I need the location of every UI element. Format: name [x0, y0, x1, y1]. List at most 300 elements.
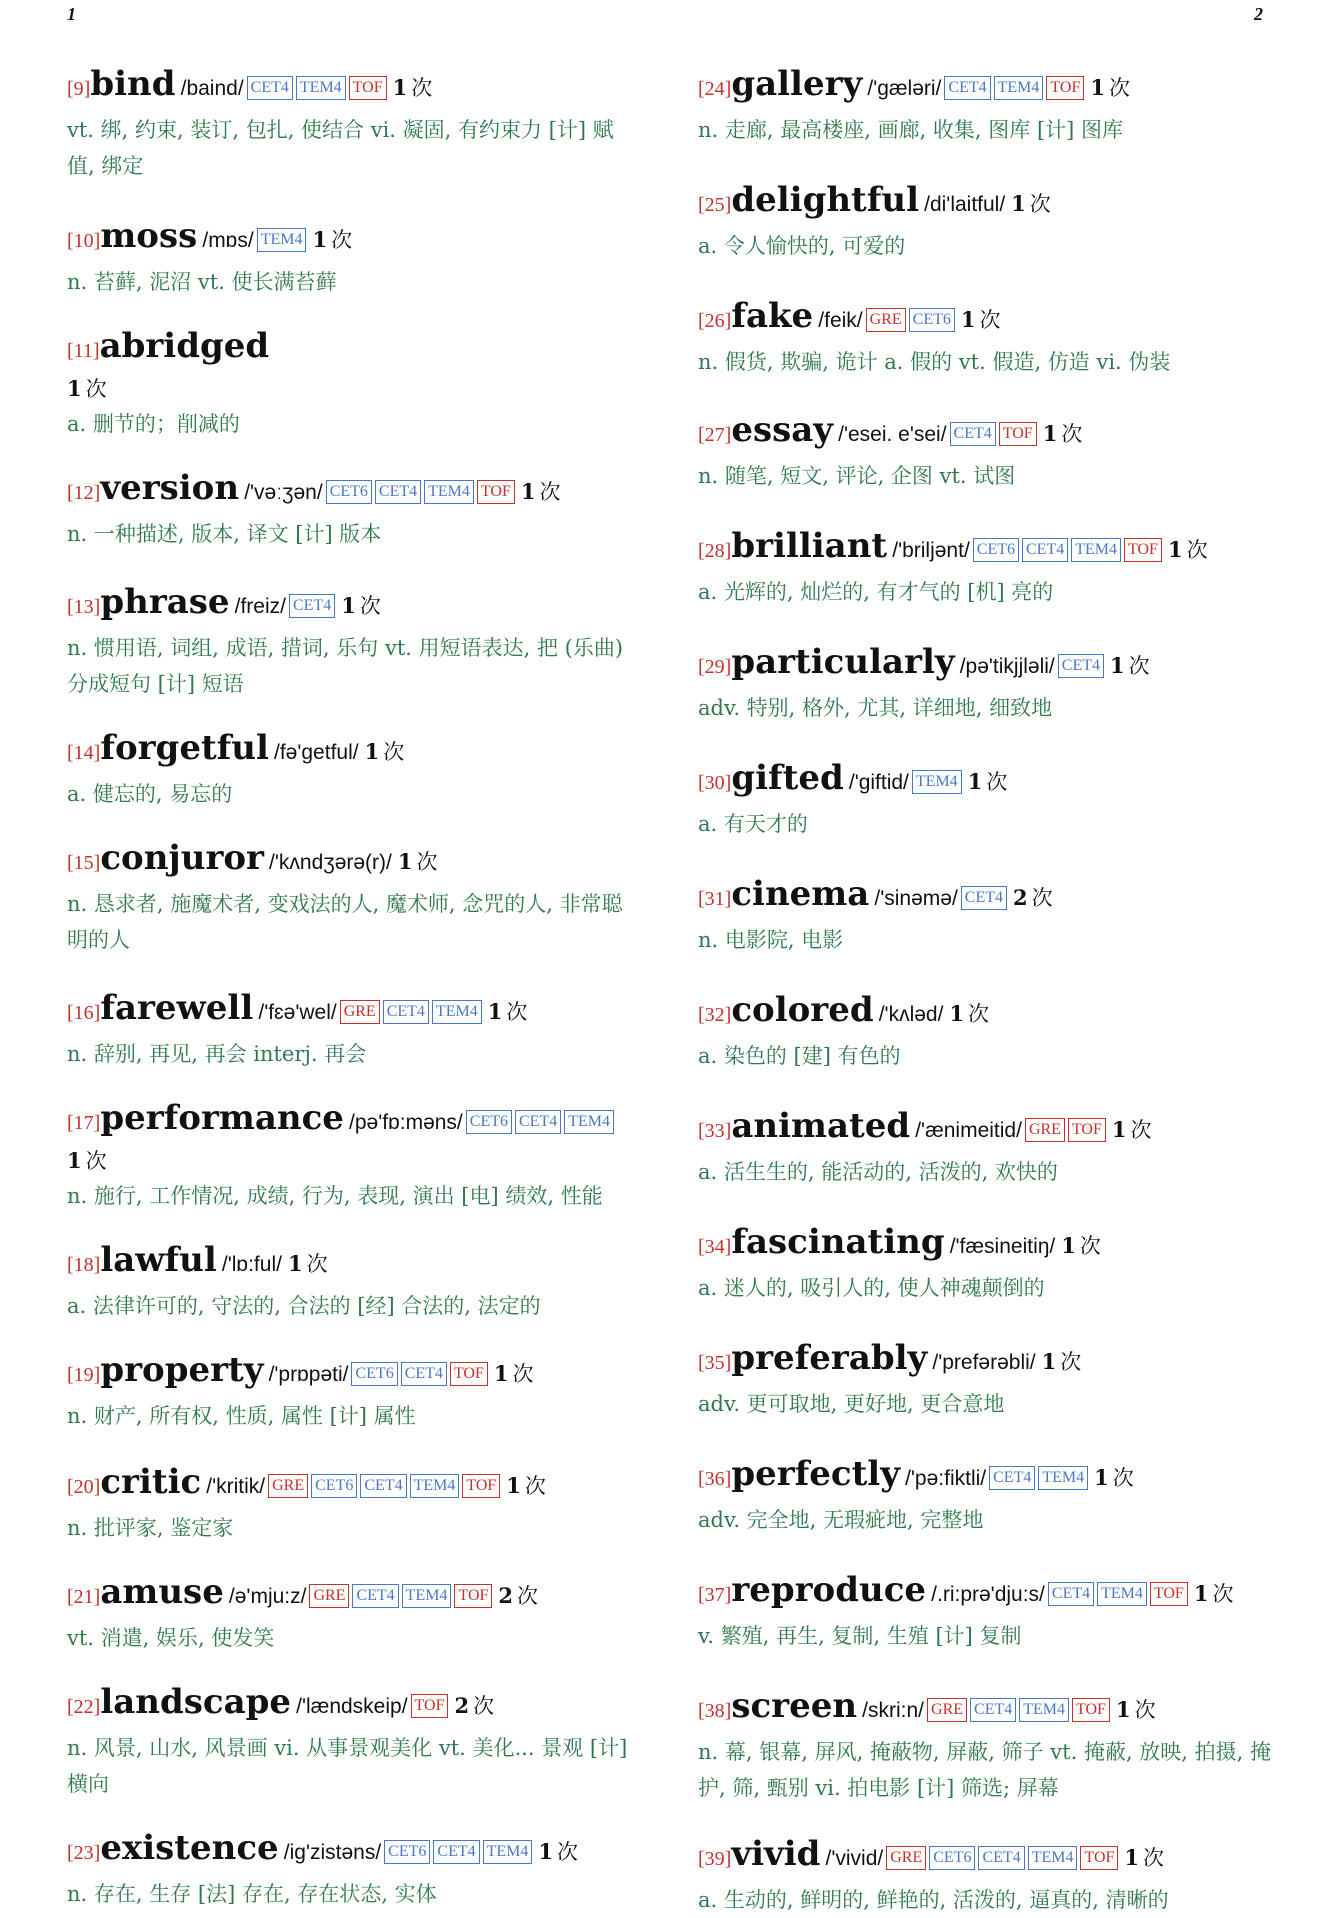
entry-word: amuse [100, 1572, 224, 1612]
exam-tag: TOF [454, 1584, 492, 1608]
entry-headline [67, 580, 639, 630]
entry-definition: a. 生动的, 鲜明的, 鲜艳的, 活泼的, 逼真的, 清晰的 [698, 1888, 1169, 1912]
occurrence-count: 1 [1041, 1349, 1057, 1374]
exam-tag: TEM4 [912, 770, 962, 794]
occurrence-unit: 次 [1031, 886, 1053, 910]
vocab-entry [698, 524, 1273, 610]
entry-index: [33] [698, 1120, 732, 1142]
occurrence-unit: 次 [1212, 1582, 1234, 1606]
exam-tag: CET4 [970, 1698, 1016, 1722]
occurrence-unit: 次 [506, 1000, 528, 1024]
entry-index: [34] [698, 1236, 732, 1258]
entry-word: brilliant [731, 526, 888, 566]
occurrence-count: 1 [1090, 75, 1105, 100]
occurrence-unit: 次 [512, 1362, 534, 1386]
entry-index: [36] [698, 1468, 732, 1490]
entry-index: [13] [67, 596, 101, 618]
entry-definition: a. 迷人的, 吸引人的, 使人神魂颠倒的 [698, 1276, 1045, 1300]
entry-headline [698, 294, 1273, 344]
entry-headline [67, 1680, 639, 1730]
entry-index: [26] [698, 310, 732, 332]
vocab-entry [67, 324, 639, 442]
occurrence-count: 1 [967, 769, 983, 794]
occurrence-count: 1 [397, 849, 413, 874]
entry-definition: adv. 更可取地, 更好地, 更合意地 [698, 1392, 1005, 1416]
occurrence-count: 1 [1115, 1697, 1131, 1722]
occurrence-count: 1 [312, 227, 328, 252]
exam-tag: TEM4 [424, 480, 474, 504]
exam-tag: CET4 [401, 1362, 447, 1386]
exam-tag: CET6 [466, 1110, 512, 1134]
entry-headline [67, 324, 639, 374]
occurrence-unit: 次 [1060, 1350, 1082, 1374]
occurrence-unit: 次 [1108, 76, 1130, 100]
occurrence-count: 2 [454, 1693, 470, 1718]
entry-headline [67, 1096, 639, 1146]
exam-tag: TOF [999, 422, 1037, 446]
entry-headline [698, 1104, 1273, 1154]
entry-phonetic: /freiz/ [234, 595, 286, 618]
entry-definition: n. 惯用语, 词组, 成语, 措词, 乐句 vt. 用短语表达, 把 (乐曲) 分成短句 [计] 短语 [67, 636, 624, 696]
entry-headline [67, 1570, 639, 1620]
entry-word: fake [731, 296, 814, 336]
vocab-entry [67, 726, 639, 812]
entry-definition: n. 风景, 山水, 风景画 vi. 从事景观美化 vt. 美化... 景观 [计] 横向 [67, 1736, 628, 1796]
entry-definition: a. 染色的 [建] 有色的 [698, 1044, 901, 1068]
entry-word: phrase [100, 582, 230, 622]
vocab-entry [698, 1336, 1273, 1422]
exam-tag: TOF [1124, 538, 1162, 562]
occurrence-unit: 次 [524, 1474, 546, 1498]
entry-headline [698, 988, 1273, 1038]
exam-tag: TOF [349, 76, 387, 100]
entry-word: critic [100, 1462, 202, 1502]
vocab-entry [67, 1570, 639, 1656]
entry-index: [17] [67, 1112, 101, 1134]
exam-tag: GRE [886, 1846, 926, 1870]
entry-definition: adv. 完全地, 无瑕疵地, 完整地 [698, 1508, 984, 1532]
occurrence-unit: 次 [539, 480, 561, 504]
entry-phonetic: /.ri:prə'dju:s/ [931, 1583, 1045, 1606]
entry-phonetic: /di'laitful/ [924, 193, 1006, 216]
exam-tag: TEM4 [257, 228, 307, 252]
exam-tag: TEM4 [1028, 1846, 1078, 1870]
entry-word: conjuror [100, 838, 264, 878]
entry-phonetic: /'lændskeip/ [296, 1695, 408, 1718]
entry-index: [19] [67, 1364, 101, 1386]
entry-index: [14] [67, 742, 101, 764]
entry-definition: n. 一种描述, 版本, 译文 [计] 版本 [67, 522, 382, 546]
occurrence-unit: 次 [85, 377, 107, 401]
occurrence-unit: 次 [85, 1149, 107, 1173]
entry-headline [698, 1568, 1273, 1618]
entry-definition: n. 财产, 所有权, 性质, 属性 [计] 属性 [67, 1404, 416, 1428]
vocab-entry [698, 872, 1273, 958]
entry-definition: n. 批评家, 鉴定家 [67, 1516, 234, 1540]
entry-definition: v. 繁殖, 再生, 复制, 生殖 [计] 复制 [698, 1624, 1022, 1648]
right-column [698, 62, 1273, 1918]
exam-tag: GRE [866, 308, 906, 332]
exam-tag: CET6 [929, 1846, 975, 1870]
entry-definition: n. 走廊, 最高楼座, 画廊, 收集, 图库 [计] 图库 [698, 118, 1124, 142]
occurrence-unit: 次 [1130, 1118, 1152, 1142]
occurrence-unit: 次 [416, 850, 438, 874]
entry-word: landscape [100, 1682, 292, 1722]
entry-phonetic: /pə'tikjjləli/ [959, 655, 1055, 678]
entry-word: animated [731, 1106, 911, 1146]
entry-definition: a. 活生生的, 能活动的, 活泼的, 欢快的 [698, 1160, 1058, 1184]
entry-headline [67, 836, 639, 886]
entry-word: performance [100, 1098, 344, 1138]
exam-tag: TOF [1150, 1582, 1188, 1606]
exam-tag: CET4 [1058, 654, 1104, 678]
entry-index: [10] [67, 230, 101, 252]
exam-tag: GRE [268, 1474, 308, 1498]
occurrence-unit: 次 [1112, 1466, 1134, 1490]
exam-tag: TEM4 [432, 1000, 482, 1024]
vocab-entry [698, 1568, 1273, 1654]
entry-phonetic: /pə'fɒ:məns/ [349, 1111, 463, 1134]
entry-definition: n. 存在, 生存 [法] 存在, 存在状态, 实体 [67, 1882, 437, 1906]
entry-phonetic: /'sinəmə/ [874, 887, 958, 910]
exam-tag: CET6 [909, 308, 955, 332]
entry-phonetic: /'pə:fiktli/ [905, 1467, 987, 1490]
exam-tag: CET4 [950, 422, 996, 446]
occurrence-count: 2 [498, 1583, 514, 1608]
occurrence-unit: 次 [473, 1694, 495, 1718]
occurrence-count: 1 [1011, 191, 1026, 216]
entry-headline [698, 178, 1273, 228]
entry-headline [67, 1348, 639, 1398]
occurrence-count: 1 [1042, 421, 1058, 446]
exam-tag: TOF [477, 480, 515, 504]
entry-word: reproduce [731, 1570, 927, 1610]
occurrence-unit: 次 [979, 308, 1001, 332]
exam-tag: TEM4 [402, 1584, 452, 1608]
vocab-entry [67, 62, 639, 184]
entry-index: [12] [67, 482, 101, 504]
entry-headline [698, 1220, 1273, 1270]
vocab-entry [698, 408, 1273, 494]
entry-index: [22] [67, 1696, 101, 1718]
occurrence-count: 1 [960, 307, 976, 332]
exam-tag: CET4 [352, 1584, 398, 1608]
entry-phonetic: /skri:n/ [862, 1699, 925, 1722]
exam-tag: CET4 [944, 76, 990, 100]
occurrence-unit: 次 [383, 740, 405, 764]
entry-index: [28] [698, 540, 732, 562]
occurrence-count: 1 [538, 1839, 554, 1864]
vocab-entry [67, 1348, 639, 1434]
entry-phonetic: /mɒs/ [202, 229, 254, 252]
exam-tag: TOF [411, 1694, 449, 1718]
entry-definition: a. 令人愉快的, 可爱的 [698, 234, 906, 258]
occurrence-unit: 次 [986, 770, 1008, 794]
vocab-entry [67, 1826, 639, 1912]
entry-word: preferably [731, 1338, 928, 1378]
entry-index: [38] [698, 1700, 732, 1722]
exam-tag: TEM4 [564, 1110, 614, 1134]
exam-tag: TOF [450, 1362, 488, 1386]
entry-index: [31] [698, 888, 732, 910]
occurrence-unit: 次 [411, 76, 433, 100]
exam-tag: TOF [1072, 1698, 1110, 1722]
exam-tag: GRE [1025, 1118, 1065, 1142]
entry-phonetic: /'briljənt/ [892, 539, 970, 562]
entry-definition: vt. 绑, 约束, 装订, 包扎, 使结合 vi. 凝固, 有约束力 [计] 赋值, 绑定 [67, 118, 614, 178]
exam-tag: TOF [1046, 76, 1084, 100]
occurrence-count: 1 [1167, 537, 1183, 562]
entry-word: particularly [731, 642, 955, 682]
entry-phonetic: /'giftid/ [848, 771, 909, 794]
entry-index: [37] [698, 1584, 732, 1606]
entry-word: moss [100, 216, 198, 256]
entry-headline [698, 1684, 1273, 1734]
entry-definition: a. 法律许可的, 守法的, 合法的 [经] 合法的, 法定的 [67, 1294, 541, 1318]
entry-phonetic: /'lɒ:ful/ [221, 1253, 282, 1276]
exam-tag: TOF [1068, 1118, 1106, 1142]
entry-phonetic: /'kritik/ [206, 1475, 266, 1498]
entry-index: [23] [67, 1842, 101, 1864]
exam-tag: GRE [340, 1000, 380, 1024]
exam-tag: CET4 [1048, 1582, 1094, 1606]
exam-tag: TEM4 [1019, 1698, 1069, 1722]
entry-word: screen [731, 1686, 858, 1726]
occurrence-count: 1 [1193, 1581, 1209, 1606]
entry-index: [24] [698, 78, 732, 100]
exam-tag: CET6 [384, 1840, 430, 1864]
occurrence-count: 1 [506, 1473, 521, 1498]
occurrence-count: 1 [1094, 1465, 1109, 1490]
occurrence-count: 1 [1111, 1117, 1127, 1142]
vocab-entry [698, 1220, 1273, 1306]
vocab-entry [67, 1460, 639, 1546]
entry-headline [698, 872, 1273, 922]
exam-tag: CET4 [515, 1110, 561, 1134]
entry-definition: n. 辞别, 再见, 再会 interj. 再会 [67, 1042, 367, 1066]
entry-phonetic: /'prefərəbli/ [932, 1351, 1036, 1374]
entry-index: [27] [698, 424, 732, 446]
exam-tag: TEM4 [296, 76, 346, 100]
occurrence-unit: 次 [1079, 1234, 1101, 1258]
entry-headline [698, 1336, 1273, 1386]
entry-index: [11] [67, 340, 100, 362]
entry-definition: n. 恳求者, 施魔术者, 变戏法的人, 魔术师, 念咒的人, 非常聪明的人 [67, 892, 623, 952]
exam-tag: TOF [462, 1474, 500, 1498]
exam-tag: CET4 [375, 480, 421, 504]
vocab-entry [698, 1104, 1273, 1190]
entry-phonetic: /'kʌləd/ [878, 1003, 944, 1026]
entry-definition: a. 有天才的 [698, 812, 808, 836]
occurrence-count: 2 [1013, 885, 1028, 910]
entry-index: [15] [67, 852, 101, 874]
occurrence-count: 1 [392, 75, 408, 100]
occurrence-unit: 次 [1061, 422, 1083, 446]
entry-phonetic: /'kʌndʒərə(r)/ [269, 851, 392, 874]
entry-definition: n. 施行, 工作情况, 成绩, 行为, 表现, 演出 [电] 绩效, 性能 [67, 1184, 603, 1208]
vocab-entry [67, 1238, 639, 1324]
exam-tag: CET4 [433, 1840, 479, 1864]
entry-word: existence [100, 1828, 279, 1868]
occurrence-unit: 次 [1029, 192, 1051, 216]
exam-tag: CET4 [961, 886, 1007, 910]
entry-index: [16] [67, 1002, 101, 1024]
occurrence-unit: 次 [1186, 538, 1208, 562]
occurrence-count: 1 [287, 1251, 303, 1276]
vocab-entry [698, 1452, 1273, 1538]
occurrence-count: 1 [1109, 653, 1125, 678]
entry-headline [698, 756, 1273, 806]
exam-tag: CET6 [351, 1362, 397, 1386]
entry-phonetic: /fə'getful/ [274, 741, 359, 764]
occurrence-count: 1 [1124, 1845, 1140, 1870]
entry-index: [20] [67, 1476, 101, 1498]
exam-tag: TEM4 [1038, 1466, 1088, 1490]
occurrence-count: 1 [1061, 1233, 1076, 1258]
exam-tag: TEM4 [994, 76, 1044, 100]
entry-definition: n. 电影院, 电影 [698, 928, 844, 952]
occurrence-unit: 次 [557, 1840, 579, 1864]
occurrence-unit: 次 [1134, 1698, 1156, 1722]
vocab-entry [698, 294, 1273, 380]
exam-tag: CET6 [326, 480, 372, 504]
vocab-entry [67, 986, 639, 1072]
occurrence-count: 1 [493, 1361, 509, 1386]
entry-index: [25] [698, 194, 732, 216]
entry-word: gallery [731, 64, 863, 104]
entry-word: gifted [731, 758, 844, 798]
entry-word: perfectly [731, 1454, 900, 1494]
entry-headline [698, 1452, 1273, 1502]
exam-tag: CET4 [247, 76, 293, 100]
entry-definition: n. 随笔, 短文, 评论, 企图 vt. 试图 [698, 464, 1016, 488]
entry-definition: a. 健忘的, 易忘的 [67, 782, 233, 806]
entry-phonetic: /'esei. e'sei/ [838, 423, 947, 446]
entry-index: [32] [698, 1004, 732, 1026]
occurrence-count: 1 [520, 479, 536, 504]
entry-headline [67, 1460, 639, 1510]
entry-word: abridged [99, 326, 270, 366]
occurrence-unit: 次 [1128, 654, 1150, 678]
exam-tag: CET4 [1022, 538, 1068, 562]
page-number-left: 1 [67, 4, 76, 24]
occurrence-unit: 次 [968, 1002, 990, 1026]
entry-definition: a. 光辉的, 灿烂的, 有才气的 [机] 亮的 [698, 580, 1054, 604]
entry-headline [67, 466, 639, 516]
entry-headline [67, 726, 639, 776]
exam-tag: CET4 [383, 1000, 429, 1024]
entry-word: cinema [731, 874, 870, 914]
occurrence-unit: 次 [517, 1584, 539, 1608]
entry-phonetic: /'fæsineitiŋ/ [949, 1235, 1056, 1258]
entry-phonetic: /'gæləri/ [867, 77, 942, 100]
entry-index: [39] [698, 1848, 732, 1870]
vocab-entry [67, 836, 639, 958]
occurrence-count: 1 [364, 739, 380, 764]
exam-tag: CET4 [978, 1846, 1024, 1870]
exam-tag: TOF [1080, 1846, 1118, 1870]
exam-tag: GRE [309, 1584, 349, 1608]
entry-word: bind [90, 64, 176, 104]
entry-index: [29] [698, 656, 732, 678]
entry-definition: n. 假货, 欺骗, 诡计 a. 假的 vt. 假造, 仿造 vi. 伪装 [698, 350, 1171, 374]
left-column [67, 62, 639, 1912]
entry-headline [67, 1826, 639, 1876]
entry-word: vivid [731, 1834, 821, 1874]
entry-word: delightful [731, 180, 920, 220]
vocab-entry [698, 640, 1273, 726]
entry-word: colored [731, 990, 874, 1030]
vocab-entry [698, 756, 1273, 842]
entry-definition: n. 幕, 银幕, 屏风, 掩蔽物, 屏蔽, 筛子 vt. 掩蔽, 放映, 拍摄, 掩护, 筛, 甄别 vi. 拍电影 [计] 筛选; 屏幕 [698, 1740, 1272, 1800]
entry-definition: vt. 消遣, 娱乐, 使发笑 [67, 1626, 275, 1650]
entry-phonetic: /ig'zistəns/ [283, 1841, 382, 1864]
vocab-entry [67, 1680, 639, 1802]
entry-phonetic: /'fɛə'wel/ [258, 1001, 337, 1024]
occurrence-unit: 次 [306, 1252, 328, 1276]
entry-word: version [100, 468, 240, 508]
entry-word: essay [731, 410, 834, 450]
entry-word: property [100, 1350, 264, 1390]
entry-headline [698, 524, 1273, 574]
vocab-entry [698, 178, 1273, 264]
entry-word: forgetful [100, 728, 269, 768]
exam-tag: CET6 [311, 1474, 357, 1498]
entry-index: [9] [67, 78, 91, 100]
entry-headline [698, 1832, 1273, 1882]
entry-headline [698, 640, 1273, 690]
entry-index: [18] [67, 1254, 101, 1276]
exam-tag: CET6 [973, 538, 1019, 562]
entry-word: fascinating [731, 1222, 945, 1262]
exam-tag: TEM4 [410, 1474, 460, 1498]
entry-phonetic: /'vivid/ [825, 1847, 884, 1870]
exam-tag: TEM4 [1097, 1582, 1147, 1606]
occurrence-count: 1 [67, 1148, 82, 1173]
entry-headline [67, 986, 639, 1036]
occurrence-count: 1 [341, 593, 356, 618]
vocab-entry [698, 1832, 1273, 1918]
exam-tag: TEM4 [483, 1840, 533, 1864]
occurrence-count: 1 [487, 999, 503, 1024]
entry-word: farewell [100, 988, 254, 1028]
occurrence-unit: 次 [1143, 1846, 1165, 1870]
entry-headline [67, 62, 639, 112]
entry-phonetic: /'prɒpəti/ [268, 1363, 349, 1386]
occurrence-unit: 次 [359, 594, 381, 618]
vocab-entry [67, 580, 639, 702]
entry-definition: n. 苔藓, 泥沼 vt. 使长满苔藓 [67, 270, 337, 294]
vocab-entry [698, 62, 1273, 148]
entry-headline [698, 408, 1273, 458]
entry-headline [67, 1238, 639, 1288]
vocab-entry [698, 1684, 1273, 1806]
entry-phonetic: /feik/ [818, 309, 863, 332]
entry-headline [698, 62, 1273, 112]
entry-index: [30] [698, 772, 732, 794]
entry-phonetic: /'vəːʒən/ [244, 481, 323, 504]
entry-headline [67, 214, 639, 264]
entry-index: [35] [698, 1352, 732, 1374]
exam-tag: CET4 [360, 1474, 406, 1498]
entry-phonetic: /'ænimeitid/ [915, 1119, 1022, 1142]
entry-word: lawful [100, 1240, 217, 1280]
page-number-right: 2 [1254, 4, 1263, 24]
entry-phonetic: /ə'mju:z/ [228, 1585, 307, 1608]
entry-definition: a. 删节的；削减的 [67, 412, 240, 436]
occurrence-unit: 次 [331, 228, 353, 252]
exam-tag: TEM4 [1071, 538, 1121, 562]
